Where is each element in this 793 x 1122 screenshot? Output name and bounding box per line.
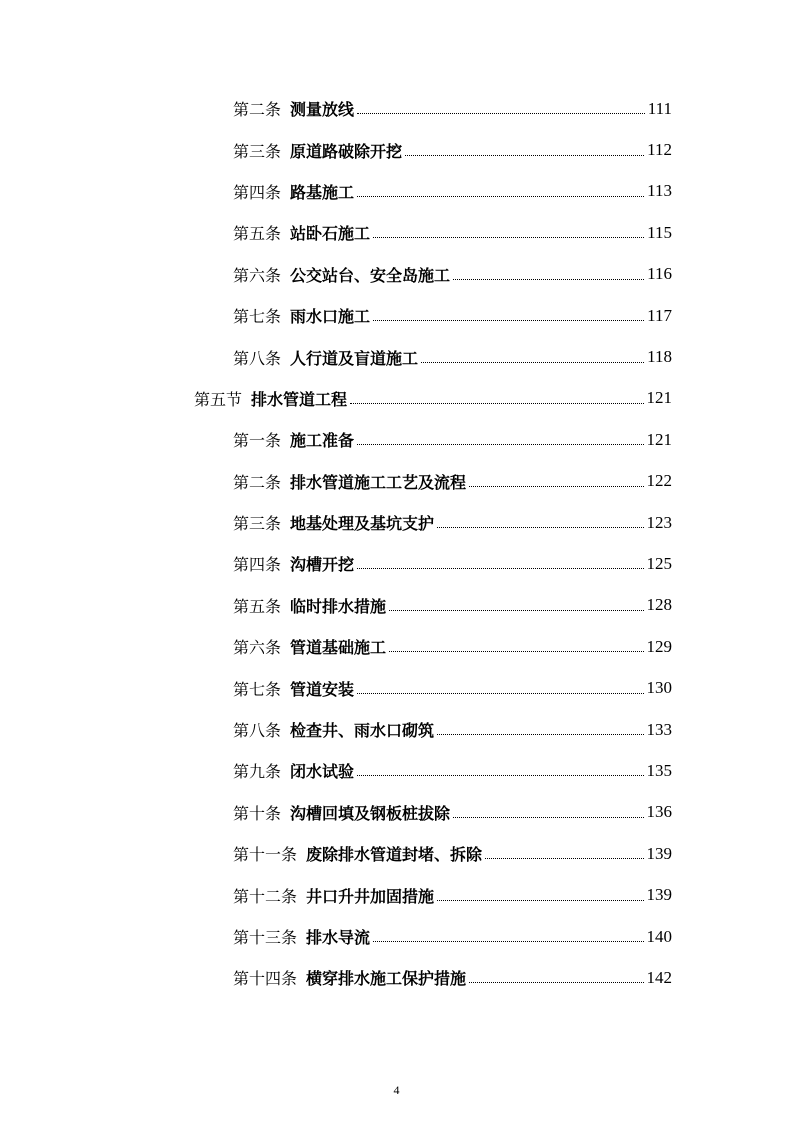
toc-entry-title: 检查井、雨水口砌筑 xyxy=(290,721,435,741)
toc-entry-title: 地基处理及基坑支护 xyxy=(290,514,435,534)
toc-entry-title: 排水导流 xyxy=(306,928,371,947)
toc-entry[interactable] xyxy=(0,667,793,708)
dot-leader xyxy=(389,651,643,652)
toc-entry[interactable] xyxy=(0,502,793,543)
toc-entry[interactable] xyxy=(0,336,793,377)
toc-entry-page: 129 xyxy=(646,636,672,656)
toc-entry-number: 第四条 xyxy=(233,555,282,575)
toc-entry[interactable] xyxy=(0,212,793,253)
dot-leader xyxy=(357,113,645,114)
toc-entry[interactable] xyxy=(0,419,793,460)
toc-entry-page: 128 xyxy=(646,595,672,615)
toc-entry-title: 沟槽回填及钢板桩拔除 xyxy=(290,803,451,823)
toc-entry-number: 第十二条 xyxy=(233,886,298,906)
toc-entry-page: 136 xyxy=(646,802,672,822)
toc-entry-title: 沟槽开挖 xyxy=(290,555,355,575)
toc-entry[interactable] xyxy=(0,792,793,833)
toc-entry-page: 140 xyxy=(646,926,672,946)
dot-leader xyxy=(437,527,643,528)
toc-entry[interactable] xyxy=(0,916,793,957)
toc-entry-page: 122 xyxy=(646,471,672,491)
toc-entry-page: 139 xyxy=(646,843,672,863)
dot-leader xyxy=(437,900,643,901)
toc-entry[interactable] xyxy=(0,833,793,874)
toc-entry-number: 第十条 xyxy=(233,803,282,823)
dot-leader xyxy=(389,610,643,611)
toc-entry-page: 111 xyxy=(647,98,672,118)
dot-leader xyxy=(373,320,644,321)
toc-entry[interactable] xyxy=(0,295,793,336)
toc-entry-title: 井口升井加固措施 xyxy=(306,886,435,906)
dot-leader xyxy=(453,817,643,818)
toc-entry-number: 第三条 xyxy=(233,514,282,534)
toc-entry[interactable] xyxy=(0,129,793,170)
toc-entry-number: 第二条 xyxy=(233,100,282,120)
dot-leader xyxy=(357,444,643,445)
table-of-contents xyxy=(0,88,793,999)
toc-entry-title: 废除排水管道封堵、拆除 xyxy=(306,845,483,865)
dot-leader xyxy=(357,775,643,776)
toc-entry-page: 115 xyxy=(647,222,672,242)
toc-entry-number: 第五条 xyxy=(233,224,282,244)
toc-entry-number: 第十三条 xyxy=(233,928,298,947)
toc-entry[interactable] xyxy=(0,709,793,750)
dot-leader xyxy=(357,196,644,197)
dot-leader xyxy=(357,693,643,694)
toc-entry-title: 闭水试验 xyxy=(290,762,355,782)
dot-leader xyxy=(350,403,643,404)
dot-leader xyxy=(373,237,644,238)
toc-entry-page: 112 xyxy=(647,140,672,160)
toc-entry-page: 116 xyxy=(647,264,672,284)
toc-entry-title: 施工准备 xyxy=(290,431,355,451)
toc-entry-title: 公交站台、安全岛施工 xyxy=(290,265,451,285)
dot-leader xyxy=(469,982,643,983)
toc-entry[interactable] xyxy=(0,88,793,129)
toc-entry-number: 第九条 xyxy=(233,762,282,782)
toc-entry-page: 117 xyxy=(647,305,672,325)
toc-entry[interactable] xyxy=(0,254,793,295)
dot-leader xyxy=(373,941,643,942)
dot-leader xyxy=(421,362,644,363)
toc-entry-number: 第八条 xyxy=(233,348,282,368)
toc-entry-title: 路基施工 xyxy=(290,182,355,202)
toc-entry-number: 第七条 xyxy=(233,307,282,327)
dot-leader xyxy=(469,486,643,487)
toc-entry-number: 第八条 xyxy=(233,721,282,741)
toc-entry-number: 第六条 xyxy=(233,265,282,285)
toc-entry-title: 原道路破除开挖 xyxy=(290,141,403,161)
toc-entry-title: 站卧石施工 xyxy=(290,224,371,244)
toc-entry-number: 第一条 xyxy=(233,431,282,451)
toc-entry-title: 排水管道工程 xyxy=(251,389,348,409)
toc-entry-page: 113 xyxy=(647,181,672,201)
toc-entry-number: 第三条 xyxy=(233,141,282,161)
toc-entry-number: 第五条 xyxy=(233,596,282,616)
toc-entry-number: 第十一条 xyxy=(233,845,298,865)
dot-leader xyxy=(437,734,643,735)
dot-leader xyxy=(485,858,643,859)
toc-entry[interactable] xyxy=(0,957,793,998)
toc-entry-number: 第七条 xyxy=(233,679,282,699)
toc-entry[interactable] xyxy=(0,543,793,584)
toc-entry-number: 第五节 xyxy=(194,389,243,409)
toc-entry-page: 118 xyxy=(647,347,672,367)
toc-entry-title: 管道安装 xyxy=(290,679,355,699)
toc-entry[interactable] xyxy=(0,874,793,915)
toc-entry-title: 人行道及盲道施工 xyxy=(290,348,419,368)
toc-entry-title: 测量放线 xyxy=(290,100,355,120)
toc-entry-page: 121 xyxy=(646,388,672,408)
page-number: 4 xyxy=(393,1083,400,1097)
toc-entry-page: 135 xyxy=(646,760,672,780)
toc-entry-number: 第二条 xyxy=(233,472,282,492)
dot-leader xyxy=(357,568,643,569)
toc-entry-title: 横穿排水施工保护措施 xyxy=(306,969,467,989)
toc-entry-page: 139 xyxy=(646,885,672,905)
toc-entry-page: 142 xyxy=(646,967,672,987)
toc-entry-title: 雨水口施工 xyxy=(290,307,371,327)
dot-leader xyxy=(405,155,644,156)
toc-entry-page: 133 xyxy=(646,719,672,739)
toc-entry-page: 130 xyxy=(646,678,672,698)
toc-entry-title: 排水管道施工工艺及流程 xyxy=(290,472,467,492)
toc-entry-page: 121 xyxy=(646,429,672,449)
toc-section-entry[interactable] xyxy=(0,378,793,419)
toc-entry[interactable] xyxy=(0,171,793,212)
toc-entry[interactable] xyxy=(0,585,793,626)
toc-entry-number: 第六条 xyxy=(233,638,282,658)
toc-entry-title: 临时排水措施 xyxy=(290,596,387,616)
toc-entry[interactable] xyxy=(0,461,793,502)
dot-leader xyxy=(453,279,644,280)
toc-entry-page: 123 xyxy=(646,512,672,532)
toc-entry-page: 125 xyxy=(646,553,672,573)
toc-entry-number: 第四条 xyxy=(233,182,282,202)
toc-entry-number: 第十四条 xyxy=(233,969,298,989)
toc-entry-title: 管道基础施工 xyxy=(290,638,387,658)
toc-entry[interactable] xyxy=(0,626,793,667)
toc-entry[interactable] xyxy=(0,750,793,791)
